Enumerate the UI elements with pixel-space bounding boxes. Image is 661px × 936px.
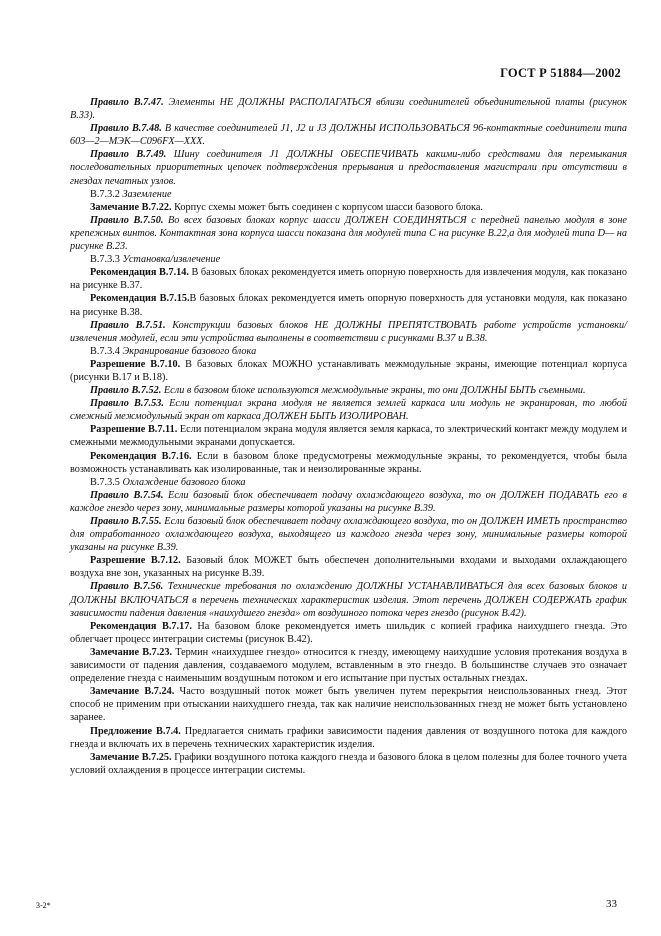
- clause-label: Рекомендация В.7.15.: [90, 293, 190, 305]
- clause-text: Корпус схемы может быть соединен с корпусом шасси базового блока.: [171, 201, 483, 213]
- clause-text: Если потенциалом экрана модуля является земля каркаса, то электрический контакт между модулем и смежными межмодульными экранами допускается.: [70, 424, 627, 449]
- clause-text: Конструкции базовых блоков НЕ ДОЛЖНЫ ПРЕПЯТСТВОВАТЬ работе устройств установки/извлечения модулей, если эти устройства выполнены в соответствии с рисунками В.37 и В.38.: [70, 319, 627, 344]
- section-heading: [70, 253, 627, 266]
- clause-label: Разрешение В.7.11.: [90, 424, 178, 436]
- clause-text: Предлагается снимать графики зависимости падения давления от воздушного потока для каждого гнезда и включать их в перечень технических характеристик изделия.: [70, 725, 628, 750]
- clause-label: Правило В.7.53.: [90, 398, 164, 410]
- clause-paragraph: [70, 358, 627, 384]
- clause-label: Правило В.7.55.: [90, 516, 162, 527]
- clause-text: В базовых блоках рекомендуется иметь опорную поверхность для установки модуля, как показано на рисунке В.38.: [70, 293, 628, 318]
- clause-text: Если базовый блок обеспечивает подачу охлаждающего воздуха, то он ДОЛЖЕН ИМЕТЬ пространство для отработанного охлаждающего воздуха, выходящего из каждого гнезда через зону, минимальные размеры которой указаны на рисунке В.39.: [70, 516, 627, 554]
- clause-paragraph: [70, 620, 627, 646]
- clause-paragraph: [70, 646, 627, 685]
- clause-text: В качестве соединителей J1, J2 и J3 ДОЛЖНЫ ИСПОЛЬЗОВАТЬСЯ 96-контактные соединители типа 603—2—МЭК—С096FХ—ХХХ.: [70, 123, 627, 148]
- clause-label: Правило В.7.56.: [90, 581, 164, 593]
- clause-label: Рекомендация В.7.16.: [90, 450, 192, 462]
- rule-paragraph: [70, 515, 627, 554]
- clause-text: Базовый блок МОЖЕТ быть обеспечен дополнительными входами и выходами охлаждающего воздуха вне зон, указанных на рисунке В.39.: [70, 555, 628, 580]
- clause-label: Правило В.7.51.: [90, 319, 166, 331]
- page-number: 33: [606, 898, 617, 910]
- clause-label: Правило В.7.48.: [90, 123, 162, 135]
- section-number: В.7.3.2: [90, 188, 120, 200]
- clause-text: Часто воздушный поток может быть увеличен путем перекрытия неиспользованных гнезд. Этот способ не применим при отыскании наихудшего гнезда, так как наличие неиспользованных гнезд не может быть установлено заранее.: [70, 686, 627, 724]
- section-title: Установка/извлечение: [122, 254, 221, 266]
- clause-label: Замечание В.7.23.: [90, 646, 173, 658]
- clause-text: Если в базовом блоке предусмотрены межмодульные экраны, то рекомендуется, чтобы была возможность устанавливать как изолированные, так и неизолированные экраны.: [70, 450, 627, 475]
- clause-label: Замечание В.7.22.: [90, 201, 172, 213]
- rule-paragraph: [70, 96, 627, 122]
- clause-paragraph: [70, 725, 627, 751]
- clause-text: Шину соединителя J1 ДОЛЖНЫ ОБЕСПЕЧИВАТЬ какими-либо средствами для перемыкания последовательных приоритетных цепочек подтверждения прерывания и предоставления магистрали при отсутствии в гнездах печатных узлов.: [70, 149, 627, 187]
- document-header: ГОСТ Р 51884—2002: [500, 66, 621, 80]
- section-number: В.7.3.4: [90, 345, 120, 357]
- clause-paragraph: [70, 292, 627, 318]
- rule-paragraph: [70, 214, 627, 253]
- clause-text: Графики воздушного потока каждого гнезда и базового блока в целом полезны для более точного учета условий охлаждения в процессе интеграции системы.: [70, 751, 627, 776]
- clause-label: Правило В.7.50.: [90, 214, 164, 226]
- section-title: Экранирование базового блока: [122, 345, 257, 357]
- rule-paragraph: [70, 148, 627, 187]
- clause-label: Правило В.7.49.: [90, 149, 167, 161]
- clause-label: Разрешение В.7.10.: [90, 358, 181, 370]
- clause-text: Если базовый блок обеспечивает подачу охлаждающего воздуха, то он ДОЛЖЕН ПОДАВАТЬ его в каждое гнездо через зону, минимальные размеры которой указаны на рисунке В.39.: [70, 489, 627, 514]
- clause-text: В базовых блоках рекомендуется иметь опорную поверхность для извлечения модуля, как показано на рисунке В.37.: [70, 267, 627, 292]
- document-body: [70, 96, 627, 777]
- clause-text: Если потенциал экрана модуля не является землей каркаса или модуль не экранирован, то любой смежный межмодульный экран от каркаса ДОЛЖЕН БЫТЬ ИЗОЛИРОВАН.: [70, 398, 627, 423]
- rule-paragraph: [70, 489, 627, 515]
- clause-label: Правило В.7.52.: [90, 385, 162, 397]
- section-title: Заземление: [122, 188, 172, 200]
- clause-text: Если в базовом блоке используются межмодульные экраны, то они ДОЛЖНЫ БЫТЬ съемными.: [161, 385, 586, 397]
- section-heading: [70, 188, 627, 201]
- clause-label: Разрешение В.7.12.: [90, 555, 181, 567]
- clause-paragraph: [70, 751, 627, 777]
- rule-paragraph: [70, 397, 627, 423]
- section-heading: [70, 476, 627, 489]
- clause-text: В базовых блоках МОЖНО устанавливать межмодульные экраны, имеющие потенциал корпуса (рисунки В.17 и В.18).: [70, 358, 628, 383]
- clause-paragraph: [70, 450, 627, 476]
- clause-label: Замечание В.7.24.: [90, 686, 175, 698]
- clause-paragraph: [70, 685, 627, 724]
- clause-paragraph: [70, 266, 627, 292]
- clause-label: Правило В.7.47.: [90, 97, 164, 108]
- clause-text: Термин «наихудшее гнездо» относится к гнезду, имеющему наихудшие условия протекания воздуха в зависимости от падения давления, создаваемого модулем, вставленным в это гнездо. В большинстве случаев это означает определение гнезда с наименьшим воздушным потоком и его испытание при пустых остальных гнездах.: [70, 646, 627, 685]
- clause-label: Правило В.7.54.: [90, 489, 164, 501]
- clause-label: Рекомендация В.7.14.: [90, 267, 189, 279]
- rule-paragraph: [70, 122, 627, 148]
- clause-label: Предложение В.7.4.: [90, 725, 181, 737]
- section-number: В.7.3.3: [90, 254, 120, 266]
- clause-label: Рекомендация В.7.17.: [90, 620, 192, 632]
- section-number: В.7.3.5: [90, 476, 120, 488]
- section-heading: [70, 345, 627, 358]
- clause-paragraph: [70, 201, 627, 214]
- clause-paragraph: [70, 423, 627, 449]
- rule-paragraph: [70, 384, 627, 397]
- clause-text: На базовом блоке рекомендуется иметь шильдик с копией графика наихудшего гнезда. Это облегчает процесс интеграции системы (рисунок В.42).: [70, 620, 627, 645]
- clause-text: Во всех базовых блоках корпус шасси ДОЛЖЕН СОЕДИНЯТЬСЯ с передней панелью модуля в зоне крепежных винтов. Контактная зона корпуса шасси показана для модулей типа С на рисунке В.22,а для модулей типа D— на рисунке В.23.: [70, 214, 627, 253]
- rule-paragraph: [70, 319, 627, 345]
- clause-text: Технические требования по охлаждению ДОЛЖНЫ УСТАНАВЛИВАТЬСЯ для всех базовых блоков и ДОЛЖНЫ ВКЛЮЧАТЬСЯ в перечень технических характеристик изделия. Этот перечень ДОЛЖЕН СОДЕРЖАТЬ график зависимости падения давления «наихудшего гнезда» от воздушного потока через гнездо (рисунок В.42).: [70, 581, 627, 619]
- footer-sheet-mark: 3-2*: [36, 901, 51, 910]
- section-title: Охлаждение базового блока: [122, 476, 246, 488]
- rule-paragraph: [70, 580, 627, 619]
- clause-text: Элементы НЕ ДОЛЖНЫ РАСПОЛАГАТЬСЯ вблизи соединителей объединительной платы (рисунок В.33).: [70, 97, 627, 122]
- clause-label: Замечание В.7.25.: [90, 751, 172, 763]
- clause-paragraph: [70, 554, 627, 580]
